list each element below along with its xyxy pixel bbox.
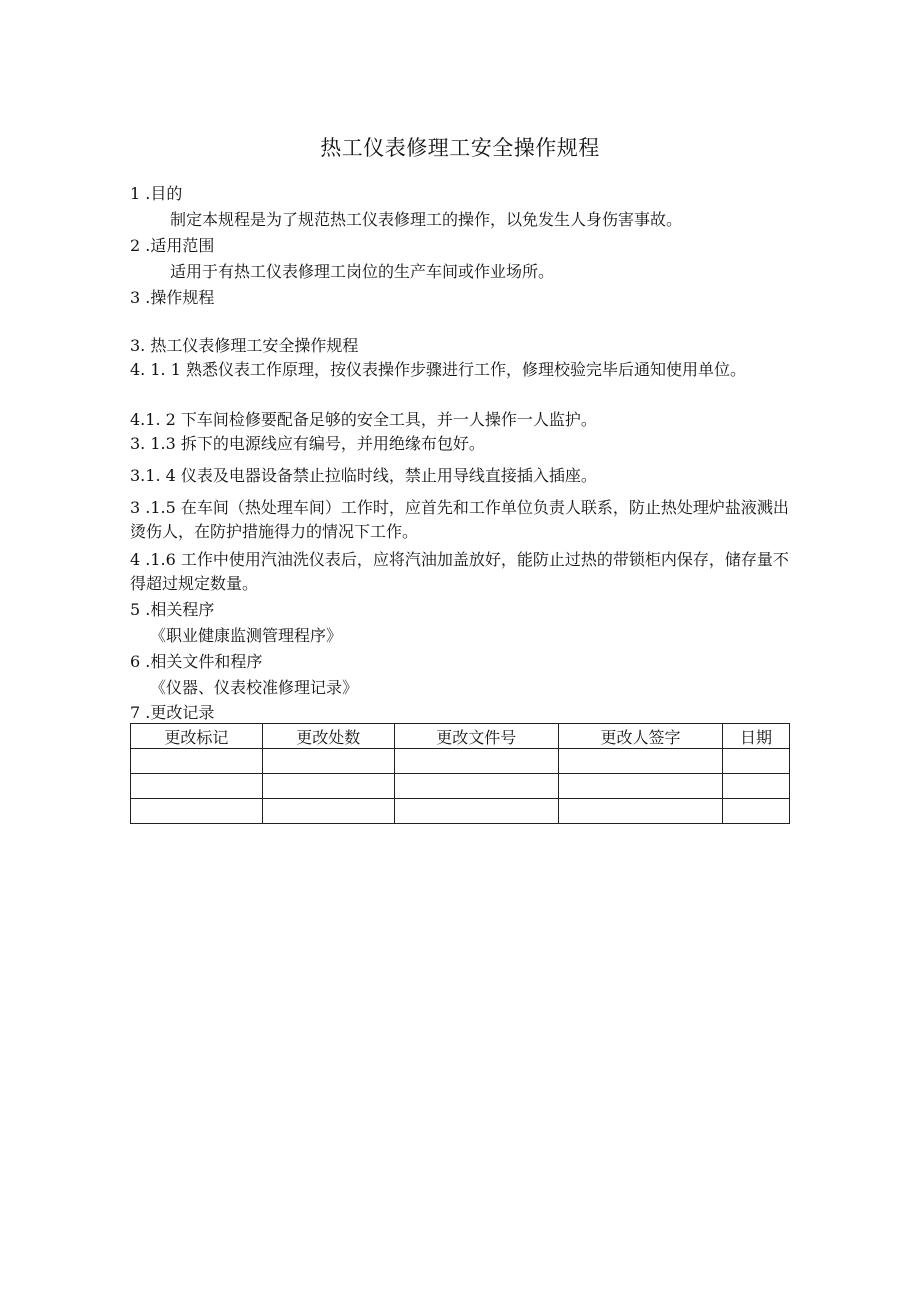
section-5-body: 《职业健康监测管理程序》 — [150, 626, 343, 645]
procedure-item-4: 3.1. 4 仪表及电器设备禁止拉临时线，禁止用导线直接插入插座。 — [130, 466, 597, 485]
procedure-item-2: 4.1. 2 下车间检修要配备足够的安全工具，并一人操作一人监护。 — [130, 410, 597, 429]
column-header-change-file-no: 更改文件号 — [394, 724, 558, 749]
table-cell — [394, 774, 558, 799]
procedure-item-5: 3 .1.5 在车间（热处理车间）工作时，应首先和工作单位负责人联系，防止热处理炉盐液溅出烫伤人，在防护措施得力的情况下工作。 — [130, 498, 789, 541]
table-cell — [723, 774, 790, 799]
section-7-heading: 7 .更改记录 — [130, 703, 215, 722]
table-cell — [723, 749, 790, 774]
table-cell — [262, 774, 394, 799]
table-cell — [131, 799, 263, 824]
column-header-change-mark: 更改标记 — [131, 724, 263, 749]
table-cell — [723, 799, 790, 824]
procedure-item-6: 4 .1.6 工作中使用汽油洗仪表后，应将汽油加盖放好，能防止过热的带锁柜内保存，储存量不得超过规定数量。 — [130, 550, 789, 593]
section-3-sub-heading: 3. 热工仪表修理工安全操作规程 — [130, 336, 359, 355]
table-cell — [262, 799, 394, 824]
procedure-item-3: 3. 1.3 拆下的电源线应有编号，并用绝缘布包好。 — [130, 434, 485, 453]
section-6-heading: 6 .相关文件和程序 — [130, 652, 263, 671]
section-5-heading: 5 .相关程序 — [130, 600, 215, 619]
section-1-heading: 1 .目的 — [130, 184, 183, 203]
table-cell — [131, 749, 263, 774]
change-record-table — [130, 723, 790, 824]
procedure-item-1: 4. 1. 1 熟悉仪表工作原理，按仪表操作步骤进行工作，修理校验完毕后通知使用单位。 — [130, 360, 746, 379]
column-header-changer-signature: 更改人签字 — [558, 724, 722, 749]
table-cell — [131, 774, 263, 799]
table-cell — [558, 799, 722, 824]
table-cell — [262, 749, 394, 774]
table-row — [131, 774, 790, 799]
column-header-change-count: 更改处数 — [262, 724, 394, 749]
section-3-heading: 3 .操作规程 — [130, 288, 215, 307]
column-header-date: 日期 — [723, 724, 790, 749]
table-row — [131, 749, 790, 774]
section-1-body: 制定本规程是为了规范热工仪表修理工的操作，以免发生人身伤害事故。 — [170, 210, 683, 229]
section-2-body: 适用于有热工仪表修理工岗位的生产车间或作业场所。 — [170, 262, 555, 281]
table-row — [131, 799, 790, 824]
table-cell — [558, 774, 722, 799]
table-cell — [394, 749, 558, 774]
section-6-body: 《仪器、仪表校准修理记录》 — [150, 678, 359, 697]
table-cell — [558, 749, 722, 774]
section-2-heading: 2 .适用范围 — [130, 236, 215, 255]
table-header-row — [131, 724, 790, 749]
table-cell — [394, 799, 558, 824]
document-title: 热工仪表修理工安全操作规程 — [320, 136, 600, 160]
